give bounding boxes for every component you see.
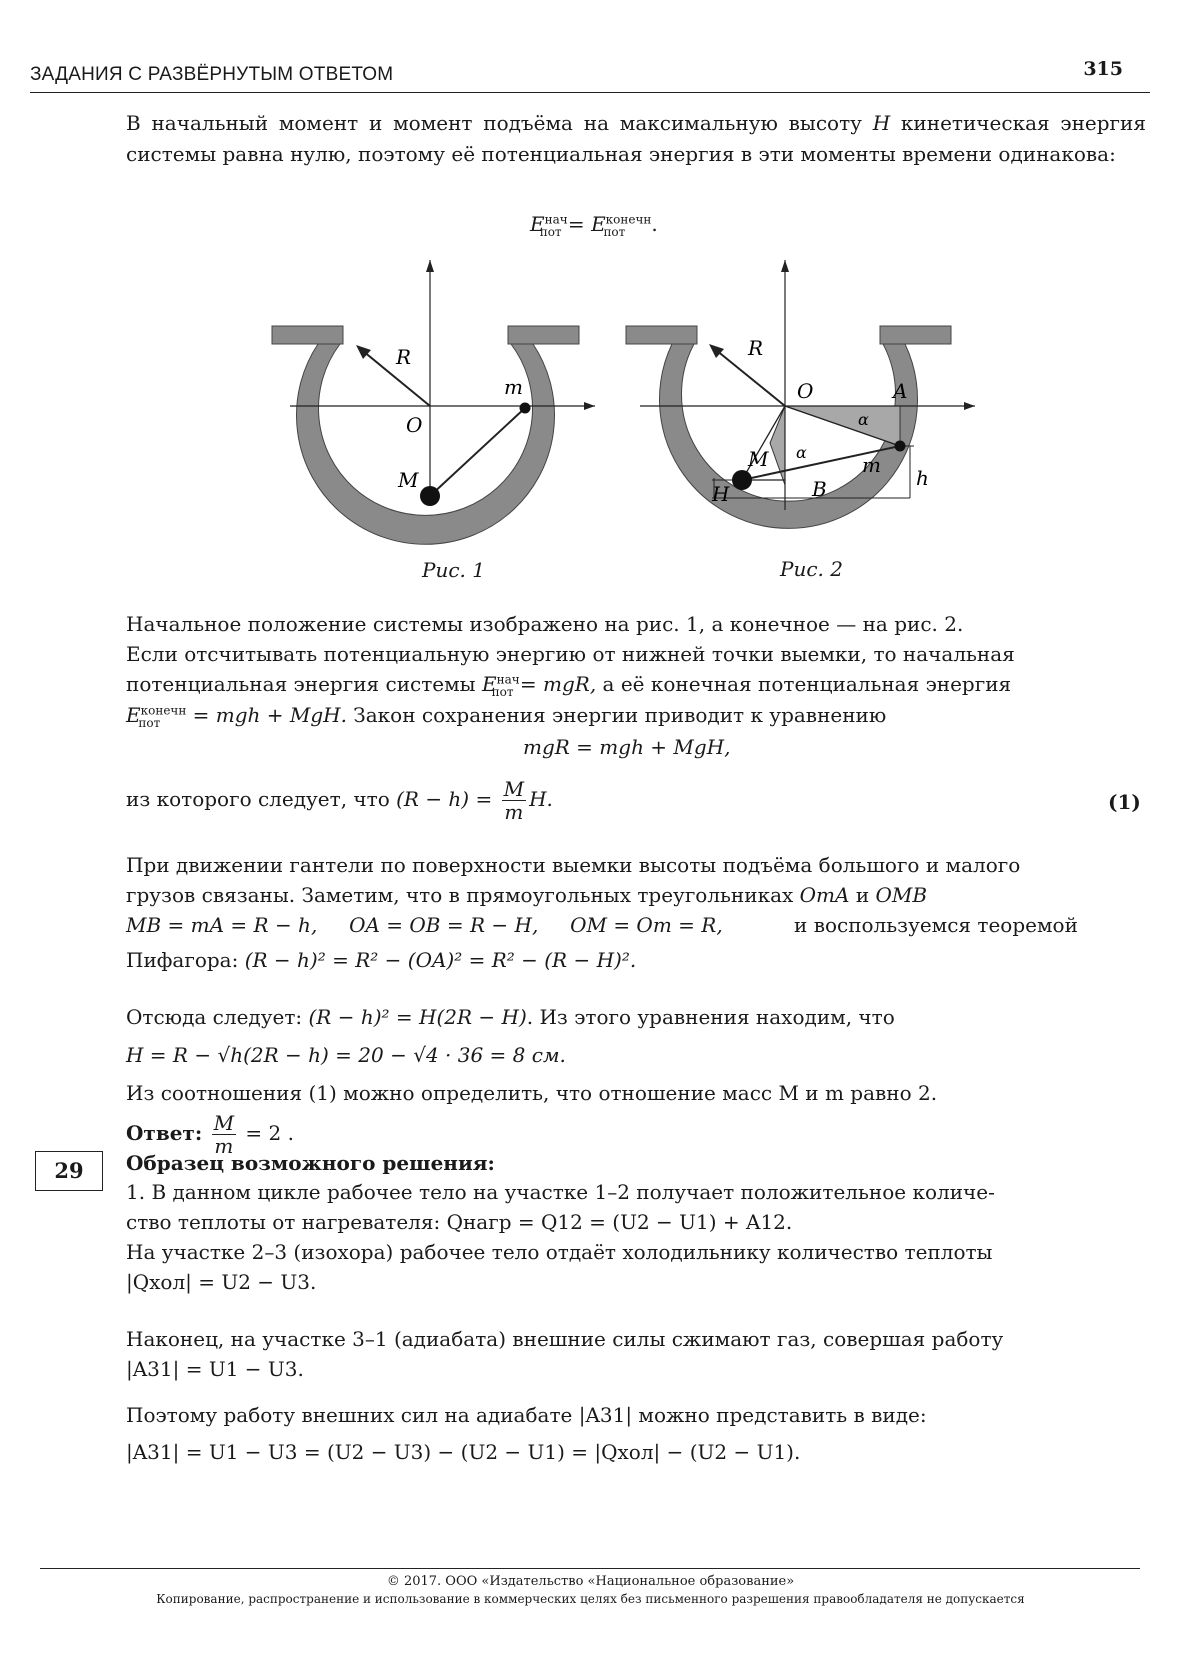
fig1-label-R: R	[396, 345, 412, 369]
task29-s3-line2: |A31| = U1 − U3.	[126, 1357, 304, 1381]
task29-s1-line1: 1. В данном цикле рабочее тело на участке 1–2 получает положительное количе-	[126, 1180, 995, 1204]
fig1-label-M: M	[398, 468, 419, 492]
fig2-label-B: B	[812, 477, 827, 501]
p2-line1: При движении гантели по поверхности выемки высоты подъёма большого и малого	[126, 853, 1021, 877]
task29-s1-line2: ство теплоты от нагревателя: Qнагр = Q12 = (U2 − U1) + A12.	[126, 1210, 793, 1234]
p2-line2: грузов связаны. Заметим, что в прямоугольных треугольниках OmA и OMB	[126, 883, 928, 907]
footer-rule	[40, 1568, 1140, 1569]
task29-s4-line1: Поэтому работу внешних сил на адиабате |A31| можно представить в виде:	[126, 1403, 927, 1427]
fig2-label-R: R	[748, 336, 764, 360]
task29-heading: Образец возможного решения:	[126, 1151, 495, 1175]
p1-line1: Начальное положение системы изображено на рис. 1, а конечное — на рис. 2.	[126, 612, 964, 636]
fig2-label-H: H	[712, 482, 730, 506]
p2-line3: MB = mA = R − h, OA = OB = R − H, OM = Om = R,	[126, 913, 723, 937]
fig2-label-alpha-2: α	[796, 443, 807, 462]
figure-1-caption: Рис. 1	[422, 558, 485, 582]
footer-notice: Копирование, распространение и использование в коммерческих целях без письменного разрешения правообладателя не допускается	[156, 1592, 1025, 1606]
figure-2	[626, 260, 975, 528]
p1-equation: mgR = mgh + MgH,	[523, 735, 731, 759]
fig2-label-alpha-1: α	[858, 410, 869, 429]
task29-s3-line1: Наконец, на участке 3–1 (адиабата) внешние силы сжимают газ, совершая работу	[126, 1327, 1004, 1351]
p3-line2: H = R − √h(2R − h) = 20 − √4 · 36 = 8 см.	[126, 1043, 566, 1067]
equation-1-number: (1)	[1108, 790, 1141, 814]
fig2-label-M: M	[748, 447, 769, 471]
p1-line2: Если отсчитывать потенциальную энергию от нижней точки выемки, то начальная	[126, 642, 1015, 666]
figure-1	[272, 260, 595, 544]
equation-1: из которого следует, что (R − h) = $\frac{M}{m}$ H.	[126, 777, 553, 824]
page-number: 315	[1083, 58, 1123, 80]
figure-2-caption: Рис. 2	[780, 557, 843, 581]
p3-line1: Отсюда следует: (R − h)² = H(2R − H). Из этого уравнения находим, что	[126, 1005, 895, 1029]
footer-copyright: © 2017. ООО «Издательство «Национальное образование»	[386, 1574, 795, 1589]
p2-line3b: и воспользуемся теоремой	[794, 913, 1078, 937]
answer: Ответ: $\frac{M}{m}$ = 2 .	[126, 1111, 294, 1158]
task29-s2-line2: |Qхол| = U2 − U3.	[126, 1270, 317, 1294]
section-title: ЗАДАНИЯ С РАЗВЁРНУТЫМ ОТВЕТОМ	[30, 64, 394, 85]
energy-equation: $E^{нач}_{пот} = E^{конечн}_{пот}$ .	[530, 212, 658, 239]
task-number-box: 29	[35, 1151, 103, 1191]
fig1-label-O: O	[406, 413, 423, 437]
p1-line4: $E^{конечн}_{пот}$ = mgh + MgH. Закон сохранения энергии приводит к уравнению	[126, 703, 887, 730]
fig2-label-A: A	[893, 379, 908, 403]
task29-s2-line1: На участке 2–3 (изохора) рабочее тело отдаёт холодильнику количество теплоты	[126, 1240, 993, 1264]
p1-line3: потенциальная энергия системы $E^{нач}_{пот}$ = mgR, а её конечная потенциальная энергия	[126, 672, 1012, 699]
p2-line4: Пифагора: (R − h)² = R² − (OA)² = R² − (R − H)².	[126, 948, 637, 972]
fig2-label-m: m	[862, 453, 881, 477]
p3-line3: Из соотношения (1) можно определить, что отношение масс M и m равно 2.	[126, 1081, 938, 1105]
fig1-label-m: m	[504, 375, 523, 399]
fig2-label-O: O	[797, 379, 814, 403]
figures	[0, 0, 1181, 600]
task29-s4-line2: |A31| = U1 − U3 = (U2 − U3) − (U2 − U1) = |Qхол| − (U2 − U1).	[126, 1440, 801, 1464]
fig2-label-h: h	[916, 466, 929, 490]
intro-paragraph: В начальный момент и момент подъёма на максимальную высоту H кинетическая энергия системы равна нулю, поэтому её потенциальная энергия в эти моменты времени одинакова:	[126, 111, 1146, 166]
